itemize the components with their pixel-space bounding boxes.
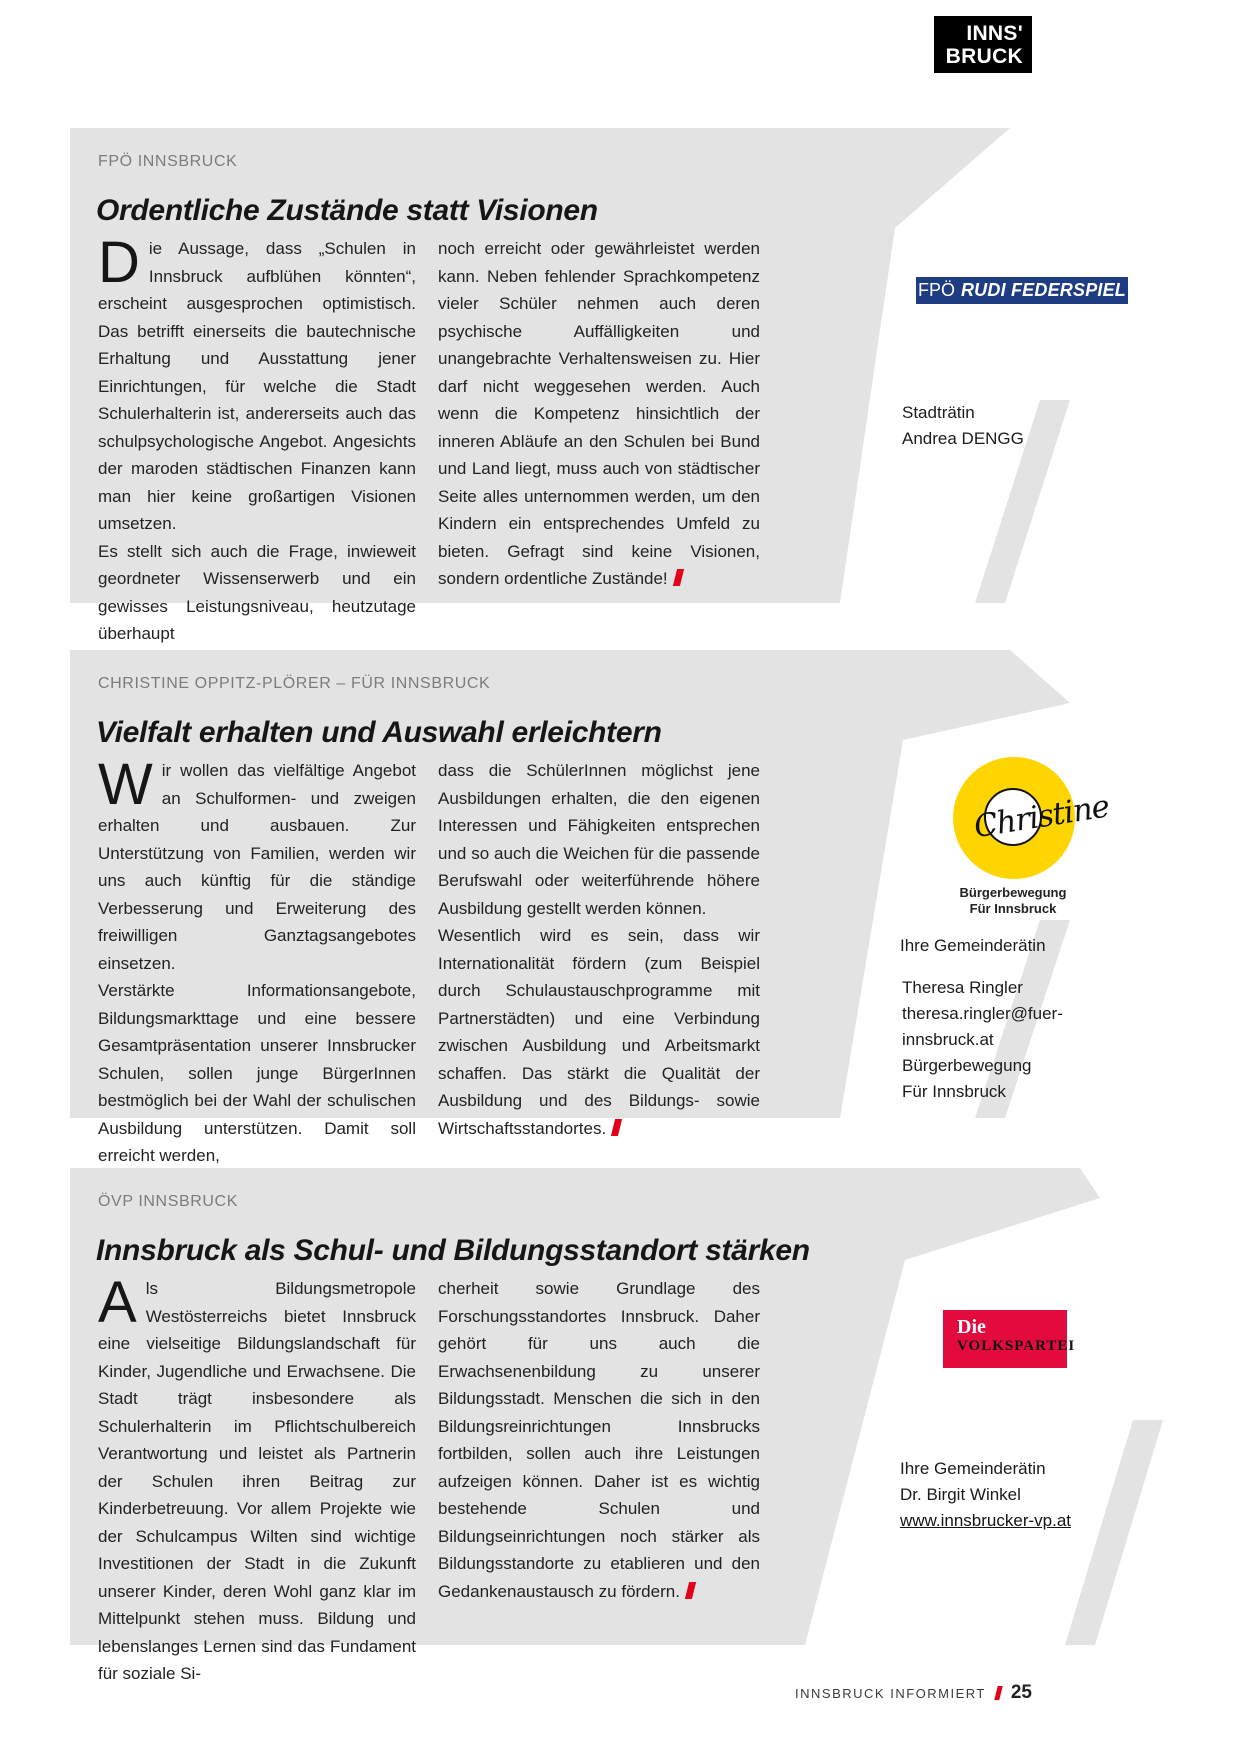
fpoe-logo-prefix: FPÖ [917,280,955,300]
text-column-left [98,752,416,1170]
body-text: ie Aussage, dass „Schulen in Innsbruck aufblühen könnten“, erscheint ausgesprochen optimistisch. Das betrifft einerseits die bautechnische Erhaltung und Ausstattung jener Einrichtungen, für welche die Stadt Schulerhalterin ist, andererseits auch das schulpsychologische Angebot. Angesichts der maroden städtischen Finanzen kann man hier keine großartigen Visionen umsetzen. [98,239,416,533]
paragraph: Verstärkte Informationsangebote, Bildungsmarkttage und eine bessere Gesamtpräsentation unserer Innsbrucker Schulen, sollen junge BürgerInnen bestmöglich bei der Wahl der schulischen Ausbildung unterstützen. Damit soll erreicht werden, [98,981,416,1165]
article-title: Innsbruck als Schul- und Bildungsstandort stärken [96,1234,810,1268]
article-kicker: CHRISTINE OPPITZ-PLÖRER – FÜR INNSBRUCK [98,675,491,692]
article-title: Ordentliche Zustände statt Visionen [96,194,598,228]
dropcap-letter: W [98,752,153,817]
red-slash-end-mark [673,569,684,586]
body-text: noch erreicht oder gewährleistet werden kann. Neben fehlender Sprachkompetenz vieler Schüler nehmen auch deren psychische Auffälligkeiten und unangebrachte Verhaltensweisen zu. Hier darf nicht weggesehen werden. Auch wenn die Kompetenz hinsichtlich der inneren Abläufe an den Schulen bei Bund und Land liegt, muss auch von städtischer Seite alles unternommen werden, um den Kindern ein entsprechendes Umfeld zu bieten. Gefragt sind keine Visionen, sondern ordentliche Zustände! [438,239,760,588]
volkspartei-logo [943,1310,1076,1368]
text-column-right [438,1275,760,1605]
magazine-name: INNSBRUCK INFORMIERT [795,1685,986,1701]
article-kicker: ÖVP INNSBRUCK [98,1193,238,1210]
contact-org-line-1: Bürgerbewegung [902,1056,1032,1075]
contact-website-link[interactable]: www.innsbrucker-vp.at [900,1511,1072,1530]
contact-name: Dr. Birgit Winkel [900,1485,1021,1504]
sidebar-contact [902,400,1024,452]
text-column-right [438,757,760,1142]
body-text: ls Bildungsmetropole Westösterreichs bietet Innsbruck eine vielseitige Bildungslandschaft für Kinder, Jugendliche und Erwachsene. Die Stadt trägt insbesondere als Schulerhalterin im Pflichtschulbereich Verantwortung und leistet als Partnerin der Schulen ihren Beitrag zur Kinderbetreuung. Vor allem Projekte wie der Schulcampus Wilten sind wichtige Investitionen der Stadt in die Zukunft unserer Kinder, deren Wohl ganz klar im Mittelpunkt stehen muss. Bildung und lebenslanges Lernen sind das Fundament für soziale Si- [98,1279,416,1683]
contact-name: Theresa Ringler [902,978,1023,997]
brand-line-2: BRUCK [945,45,1023,68]
contact-role: Stadträtin [902,403,975,422]
paragraph [438,922,760,1142]
innsbruck-brand-logo [934,16,1032,73]
article-title: Vielfalt erhalten und Auswahl erleichtern [96,716,662,750]
red-slash-footer-icon [994,1686,1002,1700]
christine-logo [953,757,1112,879]
sidebar-contact [900,1482,1071,1534]
red-slash-end-mark [685,1582,696,1599]
fpoe-federspiel-logo [916,277,1128,304]
contact-name: Andrea DENGG [902,429,1024,448]
article-oevp [70,1168,1240,1683]
sidebar-role: Ihre Gemeinderätin [900,1459,1046,1478]
page-number: 25 [1010,1682,1032,1703]
brand-line-1: INNS' [966,22,1023,45]
paragraph [98,230,416,538]
volkspartei-logo-die: Die [957,1316,986,1338]
fpoe-logo-name: RUDI FEDERSPIEL [960,280,1127,300]
body-text: cherheit sowie Grundlage des Forschungsstandortes Innsbruck. Daher gehört für uns auch die Erwachsenenbildung zu unserer Bildungsstadt. Menschen die sich in den Bildungsreinrichtungen Innsbrucks fortbilden, sollen auch ihre Leistungen aufzeigen können. Daher ist es wichtig bestehende Schulen und Bildungseinrichtungen noch stärker als Bildungsstandorte zu etablieren und den Gedankenaustausch zu fördern. [438,1279,760,1601]
paragraph: dass die SchülerInnen möglichst jene Ausbildungen erhalten, die den eigenen Interessen und Fähigkeiten entsprechen und so auch die Weichen für die passende Berufswahl oder weiterführende höhere Ausbildung gestellt werden können. [438,761,760,918]
dropcap-letter: A [98,1270,137,1335]
sidebar-contact [902,975,1088,1105]
contact-org-line-2: Für Innsbruck [902,1082,1006,1101]
dropcap-letter: D [98,230,140,295]
article-kicker: FPÖ INNSBRUCK [98,153,238,170]
sidebar-role: Ihre Gemeinderätin [900,936,1046,955]
article-fuer-innsbruck [70,650,1240,1165]
body-text: Wesentlich wird es sein, dass wir Internationalität fördern (zum Beispiel durch Schulaustauschprogramme mit Partnerstädten) und eine Verbindung zwischen Ausbildung und Arbeitsmarkt schaffen. Das stärkt die Qualität der Ausbildung und des Bildungs- sowie Wirtschaftsstandortes. [438,926,760,1138]
volkspartei-logo-name: VOLKSPARTEI [957,1338,1076,1354]
christine-logo-caption [938,885,1088,917]
paragraph [438,235,760,593]
paragraph [98,752,416,977]
contact-email[interactable]: theresa.ringler@fuer-innsbruck.at [902,1004,1063,1049]
caption-line-2: Für Innsbruck [969,901,1057,916]
text-column-right [438,235,760,593]
paragraph [98,1270,416,1688]
caption-line-1: Bürgerbewegung [959,885,1067,900]
text-column-left [98,1270,416,1688]
paragraph: Es stellt sich auch die Frage, inwieweit geordneter Wissenserwerb und ein gewisses Leistungsniveau, heutzutage überhaupt [98,541,416,643]
paragraph [438,1275,760,1605]
christine-signature: Christine [971,788,1112,846]
article-fpoe [70,128,1240,643]
text-column-left [98,230,416,648]
body-text: ir wollen das vielfältige Angebot an Schulformen- und zweigen erhalten und ausbauen. Zur Unterstützung von Familien, werden wir uns auch künftig für die ständige Verbesserung und Erweiterung des freiwilligen Ganztagsangebotes einsetzen. [98,761,416,973]
page-footer [795,1682,1032,1704]
red-slash-end-mark [611,1119,622,1136]
